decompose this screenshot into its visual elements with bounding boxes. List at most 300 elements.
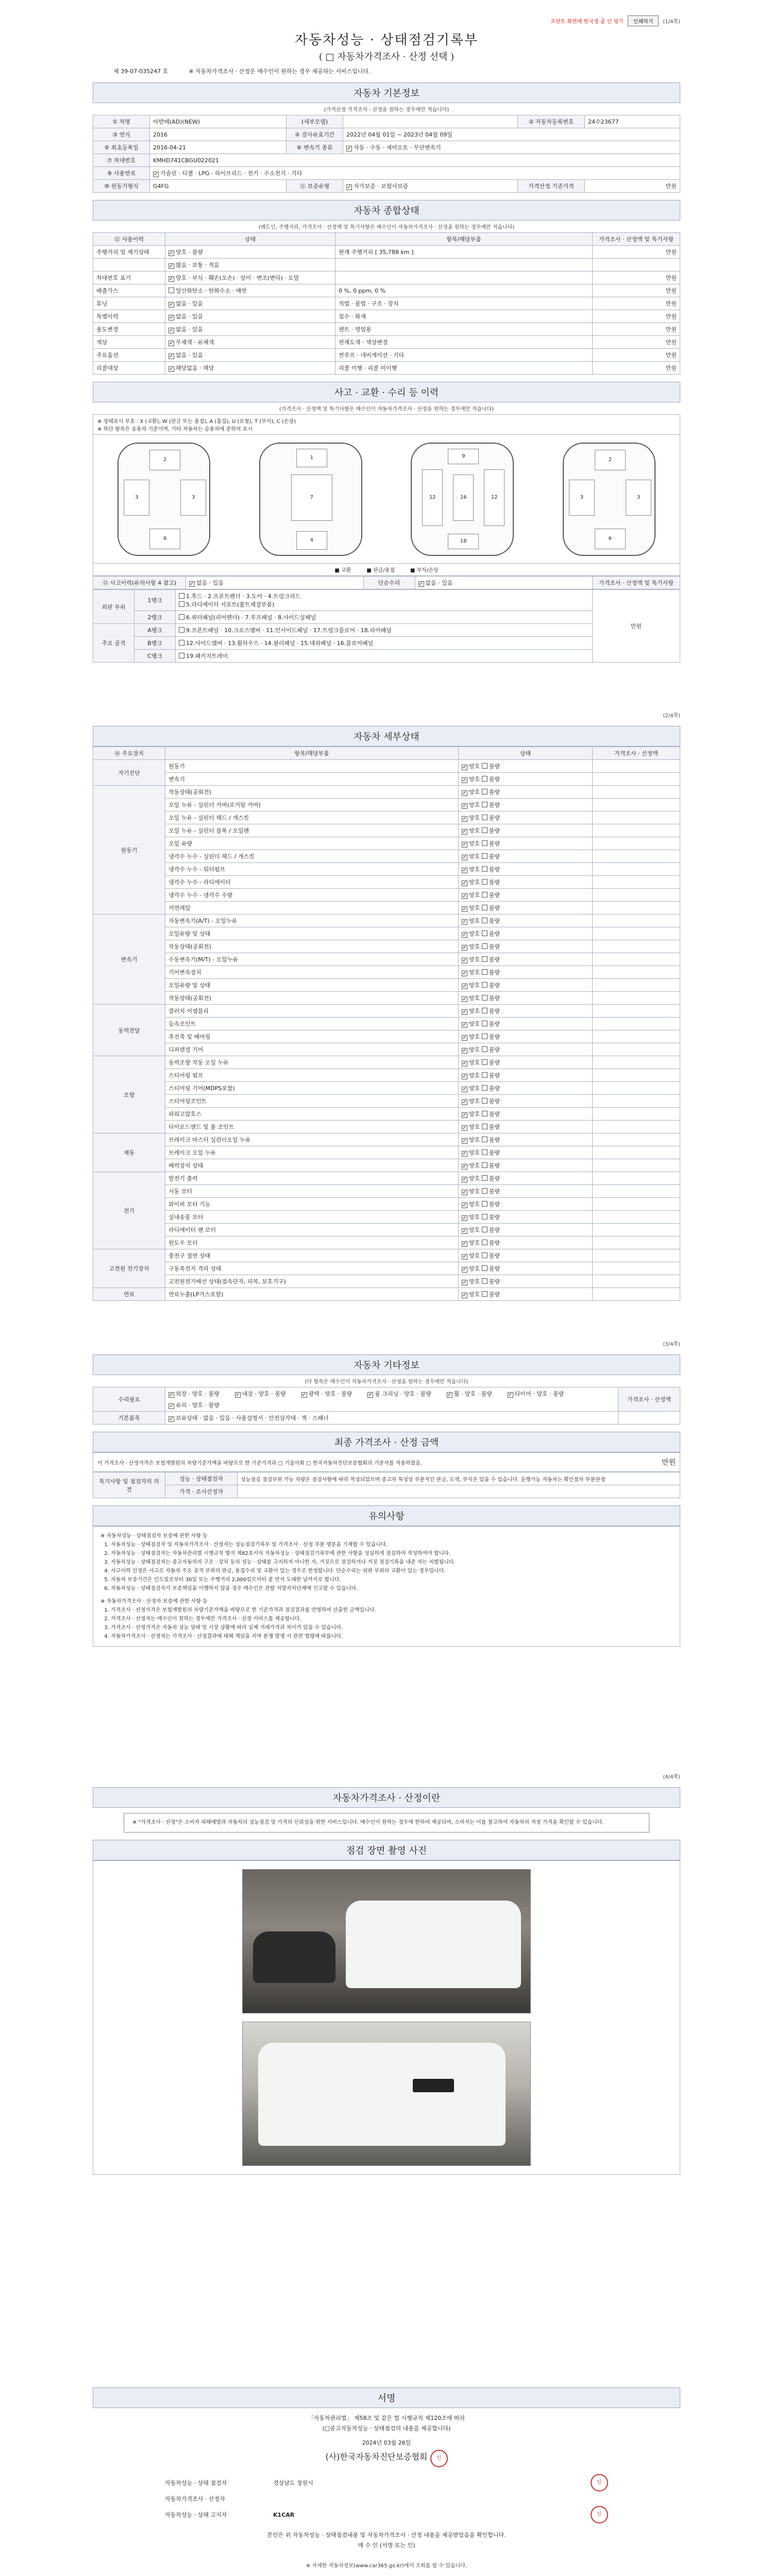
table-row [93, 1198, 680, 1211]
checkbox-icon [462, 790, 467, 796]
table-row [93, 863, 680, 876]
car-name-label: ① 차명 [93, 115, 150, 128]
detail-state [459, 760, 593, 773]
note-item: 6. 자동차성능 · 상태점검자가 보증책임을 이행하지 않을 경우 매수인은 관할 지방자치단체에 신고할 수 있습니다. [111, 1584, 673, 1593]
checkbox-icon [169, 341, 174, 346]
table-row [93, 284, 680, 297]
row-name: 용도변경 [93, 323, 165, 336]
checkbox-icon [153, 172, 159, 177]
page-number: (2/4쪽) [663, 713, 680, 719]
detail-item: 등속조인트 [165, 1018, 459, 1030]
car-diagram [93, 435, 680, 564]
table-row [93, 624, 680, 637]
table-row [93, 650, 680, 663]
checkbox-icon [482, 1008, 488, 1013]
detail-state [459, 773, 593, 786]
basic-items-price [618, 1412, 680, 1425]
number-suffix: 호 [162, 68, 169, 75]
state-bad: 불량 [489, 982, 500, 989]
state-bad: 불량 [489, 802, 500, 808]
detail-price [593, 1185, 680, 1198]
col-state: 상태 [165, 233, 335, 246]
table-row [93, 362, 680, 375]
state-bad: 불량 [489, 892, 500, 899]
overall-heading: 자동차 종합상태 [93, 200, 680, 221]
checkbox-icon [462, 1215, 467, 1221]
state-bad: 불량 [489, 1214, 500, 1221]
checkbox-icon [482, 1214, 488, 1219]
repair-need-list [169, 1389, 615, 1409]
state-good: 양호 [469, 1124, 480, 1130]
checkbox-icon [169, 315, 174, 320]
checkbox-icon [462, 829, 467, 835]
checkbox-icon [482, 982, 488, 988]
buyer-row [98, 2540, 675, 2551]
print-button[interactable]: 인쇄하기 [628, 15, 659, 26]
checkbox-icon [462, 1048, 467, 1054]
row-item [335, 272, 593, 284]
basic-items-value [165, 1412, 618, 1425]
state-bad: 불량 [489, 1046, 500, 1053]
row-price [593, 259, 680, 272]
state-bad: 불량 [489, 1201, 500, 1208]
car-tire-image [253, 1931, 335, 1983]
sign-org-row [98, 2450, 675, 2467]
checkbox-icon [462, 855, 467, 860]
detail-item: 고전원전기배선 상태(접속단자, 피복, 보호기구) [165, 1275, 459, 1288]
detail-item: 구동축전지 격리 상태 [165, 1262, 459, 1275]
detail-state [459, 1172, 593, 1185]
repair-need-item-text: 내장 · 양호 · 불량 [242, 1391, 286, 1397]
buyer-label: 매 수 인 [358, 2542, 378, 2549]
detail-state [459, 1198, 593, 1211]
legend-damage-label: 부식/손상 [416, 568, 439, 573]
state-good: 양호 [469, 943, 480, 950]
state-bad: 불량 [489, 879, 500, 886]
basic-items-label: 기본품목 [93, 1412, 165, 1425]
detail-item: 스티어링조인트 [165, 1095, 459, 1108]
checkbox-icon [462, 1151, 467, 1157]
basic-items-text: 보유상태 · 없음 · 있음 · 사용설명서 · 안전삼각대 · 잭 · 스패너 [176, 1415, 329, 1421]
row-item: 렌트 · 영업용 [335, 323, 593, 336]
detail-price [593, 1146, 680, 1159]
checkbox-icon [482, 956, 488, 962]
detail-state [459, 1159, 593, 1172]
repair-need-item [235, 1389, 286, 1398]
state-bad: 불량 [489, 905, 500, 911]
state-good: 양호 [469, 1072, 480, 1079]
detail-price [593, 773, 680, 786]
checkbox-icon [169, 353, 174, 359]
checkbox-icon [462, 971, 467, 976]
detail-state [459, 1082, 593, 1095]
note-item: 4. 자동차가격조사 · 산정자는 가격조사 · 산정결과에 대해 책임을 지며 분쟁 발생 시 관련 법령에 따릅니다. [111, 1632, 673, 1641]
row-price: 만원 [593, 310, 680, 323]
detail-state [459, 1133, 593, 1146]
checkbox-icon [508, 1392, 513, 1398]
inspection-photo-rear [242, 2022, 531, 2166]
checkbox-icon [462, 1112, 467, 1118]
page-2 [93, 711, 680, 1301]
checkbox-icon [482, 995, 488, 1001]
row-price: 만원 [593, 362, 680, 375]
detail-item: 오일 누유 - 실린더 커버(로커암 커버) [165, 799, 459, 811]
state-bad: 불량 [489, 1291, 500, 1298]
table-row [93, 876, 680, 889]
table-row [93, 310, 680, 323]
detail-state [459, 1018, 593, 1030]
state-good: 양호 [469, 853, 480, 860]
part-note: ※ 하단 항목은 승용차 기준이며, 기타 자동차는 승용차에 준하여 표시 [97, 427, 253, 432]
table-row [93, 889, 680, 902]
state-good: 양호 [469, 1227, 480, 1233]
final-price-box [93, 1452, 680, 1472]
state-bad: 불량 [489, 815, 500, 821]
detail-item: 파워고압호스 [165, 1108, 459, 1121]
other-price-col: 가격조사 · 산정액 [618, 1387, 680, 1412]
checkbox-icon [482, 1111, 488, 1116]
checkbox-icon [482, 866, 488, 872]
state-bad: 불량 [489, 1149, 500, 1156]
detail-price [593, 1236, 680, 1249]
detail-state [459, 992, 593, 1005]
row-state [165, 284, 335, 297]
checkbox-icon [482, 1162, 488, 1168]
inspector-label: 성능 · 상태점검자 [165, 1472, 238, 1485]
row-name: 튜닝 [93, 297, 165, 310]
notes-heading: 유의사항 [93, 1505, 680, 1526]
checkbox-icon [462, 868, 467, 873]
detail-price [593, 927, 680, 940]
table-row [93, 914, 680, 927]
table-row [93, 1082, 680, 1095]
car-top-diagram [259, 443, 362, 556]
detail-item: 자동변속기(A/T) - 오일누유 [165, 914, 459, 927]
buyer-sign: (서명 또는 인) [379, 2542, 415, 2549]
col-main: ⑭ 주요장치 [93, 747, 165, 760]
signature-area [93, 2408, 680, 2472]
row-price: 만원 [593, 284, 680, 297]
transmission-value [343, 141, 680, 154]
detail-price [593, 1056, 680, 1069]
checkbox-icon [462, 1177, 467, 1182]
basic-info-note: (가격산정 가격조사 · 산정을 원하는 경우에만 적습니다) [324, 107, 449, 113]
detail-price [593, 760, 680, 773]
state-bad: 불량 [489, 1111, 500, 1117]
row-name: 배출가스 [93, 284, 165, 297]
checkbox-icon [462, 1087, 467, 1092]
model-value [343, 115, 518, 128]
detail-group-label: 연료 [93, 1288, 165, 1301]
detail-item: 타이로드엔드 및 볼 조인트 [165, 1121, 459, 1133]
checkbox-icon [482, 879, 488, 885]
note-item: 3. 자동차성능 · 상태점검자는 중고자동차의 구조 · 장치 등의 성능 · 상태를 고지하지 아니한 자, 거짓으로 점검하거나 거짓 점검기록을 내준 자는 처벌됩니다. [111, 1558, 673, 1567]
first-reg-value: 2016-04-21 [150, 141, 287, 154]
state-good: 양호 [469, 840, 480, 847]
car-rear-image [258, 2043, 506, 2146]
simple-repair-value [415, 577, 593, 589]
checkbox-icon [169, 276, 174, 282]
state-bad: 불량 [489, 943, 500, 950]
state-bad: 불량 [489, 1162, 500, 1169]
state-good: 양호 [469, 1175, 480, 1182]
detail-state [459, 1005, 593, 1018]
inspector-sign-value: 경상남도 창원시 [273, 2480, 313, 2487]
detail-state [459, 1275, 593, 1288]
detail-state [459, 1211, 593, 1224]
accident-heading: 사고 · 교환 · 수리 등 이력 [93, 382, 680, 402]
state-good: 양호 [469, 802, 480, 808]
service-notice: ※ "가격조사 · 산정"은 소비자 피해예방과 자동차의 성능점검 및 가격의 신뢰성을 위한 서비스입니다. 매수인이 원하는 경우에 한하여 제공되며, 소비자는 이를 참고하여 자동차의 적정 가격을 확인할 수 있습니다. [124, 1813, 649, 1833]
detail-price [593, 1198, 680, 1211]
checkbox-icon [462, 1202, 467, 1208]
sign-row-appraiser [93, 2493, 680, 2504]
detail-item: 발전기 출력 [165, 1172, 459, 1185]
page-1 [93, 15, 680, 663]
table-row [93, 1146, 680, 1159]
detail-state [459, 902, 593, 914]
detail-price [593, 889, 680, 902]
row-state [165, 336, 335, 349]
checkbox-icon [462, 816, 467, 822]
vin-label: ⑦ 차대번호 [93, 154, 150, 167]
detail-group-label: 고전원 전기장치 [93, 1249, 165, 1288]
checkbox-icon [462, 803, 467, 809]
repair-need-item-text: 타이어 · 양호 · 불량 [514, 1391, 564, 1397]
brank-label: B랭크 [135, 637, 176, 650]
law-text-2: (□중고자동차성능 · 상태점검의 내용을 제공합니다) [322, 2425, 451, 2432]
detail-price [593, 1043, 680, 1056]
detail-item: 배력장치 상태 [165, 1159, 459, 1172]
checkbox-icon [346, 146, 352, 151]
checkbox-icon [482, 789, 488, 794]
row-item: 현재 주행거리 [ 35,788 km ] [335, 246, 593, 259]
document-meta [93, 67, 680, 75]
repair-need-item [169, 1389, 220, 1398]
detail-state [459, 1069, 593, 1082]
signature-page [93, 2380, 680, 2569]
table-row [93, 1288, 680, 1301]
checkbox-icon [482, 1137, 488, 1142]
service-heading: 자동차가격조사 · 산정이란 [93, 1787, 680, 1808]
table-row [93, 1211, 680, 1224]
checkbox-icon [169, 366, 174, 372]
detail-price [593, 953, 680, 966]
detail-item: 브레이크 오일 누유 [165, 1146, 459, 1159]
fuel-label: ⑨ 사용연료 [93, 167, 150, 180]
row-state [165, 310, 335, 323]
detail-item: 라디에이터 팬 모터 [165, 1224, 459, 1236]
accident-history-label: ⑬ 사고이력(유의사항 4 참고) [93, 577, 186, 589]
inspector-sign-label: 자동차성능 · 상태 점검자 [165, 2480, 227, 2487]
col-price: 가격조사 · 산정액 및 특기사항 [593, 233, 680, 246]
rank-price-cell: 만원 [593, 590, 680, 663]
state-bad: 불량 [489, 969, 500, 976]
checkbox-icon [482, 1033, 488, 1039]
detail-state [459, 1288, 593, 1301]
state-good: 양호 [469, 1214, 480, 1221]
top-toolbar [93, 15, 680, 26]
row-name: 주요옵션 [93, 349, 165, 362]
detail-state [459, 979, 593, 992]
detail-price [593, 1172, 680, 1185]
row-item: 적법 · 불법 · 구조 · 장치 [335, 297, 593, 310]
detail-state [459, 1262, 593, 1275]
zone-rear: 6 [149, 529, 180, 549]
zone-rear: 6 [595, 529, 626, 549]
state-good: 양호 [469, 1265, 480, 1272]
checkbox-icon [482, 1085, 488, 1091]
checkbox-icon [482, 827, 488, 833]
detail-item: 작동상태(공회전) [165, 786, 459, 799]
appraiser-sign-label: 자동차가격조사 · 산정자 [165, 2496, 225, 2503]
table-row [93, 1043, 680, 1056]
zone-door-front: 3 [569, 480, 595, 516]
checkbox-icon [179, 614, 184, 620]
note-item: 2. 자동차성능 · 상태점검자는 자동차관리법 시행규칙 별지 제82호서식 자동차성능 · 상태점검기록부에 관한 사항을 성실하게 점검하여 작성하여야 합니다. [111, 1549, 673, 1558]
table-row [93, 141, 680, 154]
detail-group-label: 전기 [93, 1172, 165, 1249]
checkbox-icon [462, 893, 467, 899]
final-price-value: 만원 [661, 1459, 676, 1467]
zone-door-front: 3 [124, 480, 149, 516]
detail-price [593, 1095, 680, 1108]
checkbox-icon [462, 1267, 467, 1273]
detail-price [593, 837, 680, 850]
checkbox-icon [482, 815, 488, 820]
warranty-label: ⑪ 보증유형 [287, 180, 343, 193]
row-state-text: 양호 · 불량 [176, 249, 203, 256]
checkbox-icon [462, 765, 467, 770]
car-name-value: 아반떼(AD)(NEW) [150, 115, 287, 128]
appraiser-label: 가격 · 조사산정자 [165, 1485, 238, 1498]
detail-state [459, 1108, 593, 1121]
checkbox-icon [169, 250, 174, 256]
arank-label: A랭크 [135, 624, 176, 637]
notifier-sign-value: K1CAR [273, 2511, 295, 2518]
state-good: 양호 [469, 892, 480, 899]
detail-item: 실내송풍 모터 [165, 1211, 459, 1224]
fuel-options: 가솔린 · 디젤 · LPG · 하이브리드 · 전기 · 수소전기 · 기타 [160, 170, 303, 177]
base-price-value: 만원 [585, 180, 680, 193]
row-state [165, 246, 335, 259]
table-row [93, 1262, 680, 1275]
checkbox-icon [462, 945, 467, 951]
checkbox-icon [482, 763, 488, 769]
table-row [93, 953, 680, 966]
repair-need-item [447, 1389, 492, 1398]
table-row [93, 1159, 680, 1172]
state-bad: 불량 [489, 1240, 500, 1246]
state-bad: 불량 [489, 1085, 500, 1092]
zone-roof: 7 [291, 474, 332, 521]
state-bad: 불량 [489, 1278, 500, 1285]
table-row [93, 824, 680, 837]
checkbox-icon [482, 969, 488, 975]
state-good: 양호 [469, 930, 480, 937]
rank1-items-text: 1.후드 · 2.프론트펜더 · 3.도어 · 4.트렁크리드 [186, 593, 301, 600]
rank1-items [176, 590, 593, 611]
row-state-text: 많음 · 보통 · 적음 [176, 262, 220, 268]
row-state-text: 없음 · 있음 [176, 300, 203, 307]
col-use: ⑫ 사용이력 [93, 233, 165, 246]
zone-side-member: 12 [422, 469, 443, 526]
checkbox-icon [462, 1022, 467, 1028]
detail-group-label: 자기진단 [93, 760, 165, 786]
warranty-value [343, 180, 518, 193]
checkbox-icon [462, 919, 467, 925]
checkbox-icon [462, 1190, 467, 1195]
receipt-text: 본인은 위 자동차성능 · 상태점검내용 및 자동차가격조사 · 산정 내용을 제공받았음을 확인합니다. [267, 2532, 506, 2539]
table-row [93, 1224, 680, 1236]
checkbox-icon [462, 1035, 467, 1041]
detail-price [593, 1108, 680, 1121]
inspection-photo-front [242, 1869, 531, 2013]
table-row [93, 1249, 680, 1262]
checkbox-icon [482, 892, 488, 897]
detail-price [593, 1262, 680, 1275]
detail-price [593, 1030, 680, 1043]
arank-items-text: 9.프론트패널 · 10.크로스멤버 · 11.인사이드패널 · 17.트렁크플로어 · 18.리어패널 [186, 627, 392, 634]
sign-org: (사)한국자동차진단보증협회 [325, 2452, 428, 2462]
detail-price [593, 966, 680, 979]
detail-heading: 자동차 세부상태 [93, 726, 680, 747]
row-price: 만원 [593, 246, 680, 259]
state-good: 양호 [469, 866, 480, 873]
checkbox-icon [462, 1125, 467, 1131]
symbol-note: ※ 상태표시 부호 : X (교환), W (판금 또는 용접), A (흠집), U (요철), T (부식), C (손상) [97, 419, 296, 425]
detail-state [459, 966, 593, 979]
detail-price [593, 1211, 680, 1224]
detail-state [459, 1185, 593, 1198]
remarks-label: 특기사항 및 점검자의 의견 [93, 1472, 165, 1498]
rank2-items [176, 611, 593, 624]
page-3 [93, 1340, 680, 1647]
checkbox-icon [482, 1098, 488, 1104]
detail-state [459, 1236, 593, 1249]
table-row [93, 349, 680, 362]
page-number: (3/4쪽) [663, 1342, 680, 1347]
checkbox-icon [482, 943, 488, 949]
checkbox-icon [482, 776, 488, 782]
detail-state [459, 927, 593, 940]
checkbox-icon [418, 581, 424, 587]
detail-item: 와이퍼 모터 기능 [165, 1198, 459, 1211]
checkbox-icon [482, 853, 488, 859]
checkbox-icon [462, 906, 467, 912]
checkbox-icon [482, 1201, 488, 1207]
page4-top [93, 1772, 680, 1780]
detail-group-label: 제동 [93, 1133, 165, 1172]
notifier-seal: 인 [591, 2506, 608, 2523]
notes-section2-title: ※ 자동차가격조사 · 산정자 보증에 관한 사항 등 [100, 1599, 208, 1604]
detail-state [459, 914, 593, 927]
base-price-label: 가격산정 기준가격 [518, 180, 585, 193]
rank-table [93, 589, 680, 663]
row-state [165, 362, 335, 375]
detail-price [593, 992, 680, 1005]
col-item: 항목/해당부품 [335, 233, 593, 246]
arank-items [176, 624, 593, 637]
table-row [93, 799, 680, 811]
state-bad: 불량 [489, 866, 500, 873]
state-good: 양호 [469, 1252, 480, 1259]
checkbox-icon [301, 1392, 307, 1398]
state-bad: 불량 [489, 1252, 500, 1259]
checkbox-icon [346, 184, 352, 190]
checkbox-icon [462, 1074, 467, 1079]
row-state-text: 해당없음 · 해당 [176, 365, 214, 371]
